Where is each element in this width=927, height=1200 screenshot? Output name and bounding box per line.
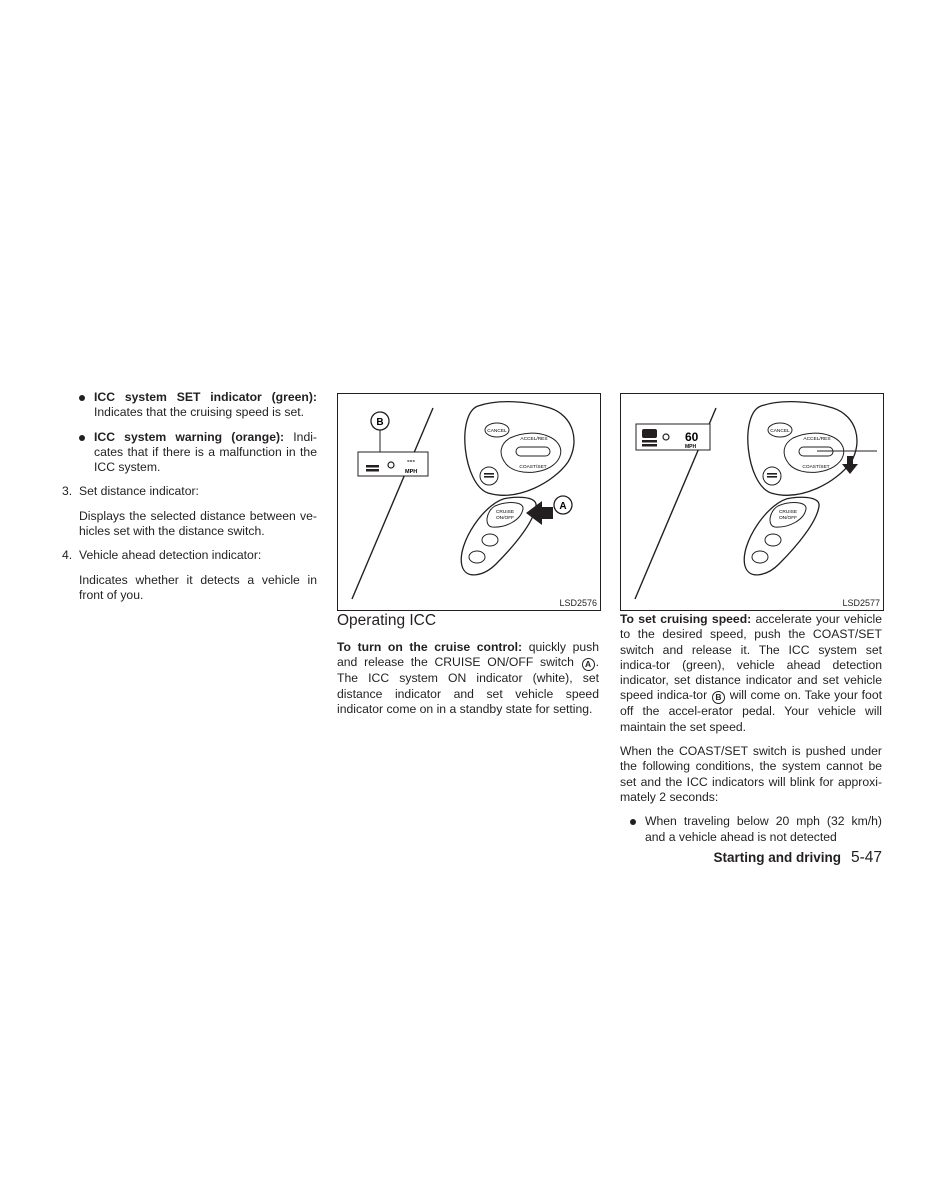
right-column <box>620 612 882 854</box>
figure-lsd2577 <box>620 393 884 611</box>
btn-cancel-label: CANCEL <box>487 429 507 434</box>
middle-column <box>337 612 599 726</box>
item-4 <box>62 548 317 563</box>
btn-coast-label: COAST/SET <box>519 465 547 470</box>
item-3 <box>62 484 317 499</box>
item-number: 4. <box>62 548 73 563</box>
bullet-text: Indi-cates that if there is a malfunction in the ICC system. <box>94 429 317 475</box>
paragraph-lead: To set cruising speed: <box>620 612 752 626</box>
page-number: 5-47 <box>850 849 882 866</box>
btn-cruise-label-2: ON/OFF <box>495 516 515 521</box>
callout-a-label: A <box>559 501 567 512</box>
display-speed: 60 <box>685 430 699 444</box>
btn-accel-label: ACCEL/RES <box>803 437 831 442</box>
display-mph: MPH <box>405 469 418 475</box>
bullet-dot <box>79 435 85 441</box>
section-heading: Operating ICC <box>337 612 437 629</box>
btn-accel-label: ACCEL/RES <box>520 437 548 442</box>
bullet-title: ICC system SET indicator (green): <box>94 390 317 404</box>
figure-lsd2576 <box>337 393 601 611</box>
bullet-text: When traveling below 20 mph (32 km/h) and a vehicle ahead is not detected <box>645 814 882 844</box>
btn-cruise-label-2: ON/OFF <box>778 516 798 521</box>
btn-cancel-label: CANCEL <box>770 429 790 434</box>
item-3-description: Displays the selected distance between ve-hicles set with the distance switch. <box>79 508 317 539</box>
btn-cruise-label-1: CRUISE <box>778 510 798 515</box>
bullet-text: Indicates that the cruising speed is set. <box>94 405 305 420</box>
btn-cruise-label-1: CRUISE <box>495 510 515 515</box>
display-mph: MPH <box>685 444 697 450</box>
section-name: Starting and driving <box>713 850 841 865</box>
btn-coast-label: COAST/SET <box>802 465 830 470</box>
paragraph-conditions: When the COAST/SET switch is pushed under the following conditions, the system cannot be set and the ICC indicators will blink for approxi-mately 2 seconds: <box>620 744 882 804</box>
left-column <box>62 390 317 612</box>
figure-code: LSD2576 <box>559 598 597 608</box>
bullet-dot <box>79 395 85 401</box>
bullet-set-indicator <box>62 390 317 421</box>
page-footer <box>600 848 882 867</box>
paragraph-text: will come on. Take your foot off the accel-erator pedal. Your vehicle will maintain the set speed. <box>620 688 883 734</box>
paragraph-set-speed <box>620 612 882 735</box>
paragraph-turn-on <box>337 640 599 717</box>
callout-a-marker: A <box>582 658 595 671</box>
item-label: Set distance indicator: <box>79 484 199 499</box>
callout-b-label: B <box>376 417 384 428</box>
item-number: 3. <box>62 484 73 499</box>
callout-b-marker: B <box>712 691 725 704</box>
bullet-dot <box>630 819 636 825</box>
paragraph-text: . The ICC system ON indicator (white), set distance indicator and set vehicle speed indicator come on in a standby state for setting. <box>337 655 600 716</box>
bullet-warning <box>62 430 317 476</box>
set-speed-illustration <box>621 394 883 610</box>
paragraph-text: accelerate your vehicle to the desired speed, push the COAST/SET switch and release it. The ICC system set indica-tor (green), vehicle ahead detection indicator, set distance indicator and set vehicle speed indica-tor <box>620 612 882 703</box>
figure-code: LSD2577 <box>842 598 880 608</box>
bullet-title: ICC system warning (orange): <box>94 429 285 444</box>
item-label: Vehicle ahead detection indicator: <box>79 548 262 563</box>
bullet-condition <box>620 814 882 845</box>
cruise-switch-illustration <box>338 394 600 610</box>
display-dashes: --- <box>407 456 415 465</box>
item-4-description: Indicates whether it detects a vehicle in front of you. <box>79 572 317 602</box>
paragraph-text: quickly push and release the CRUISE ON/OFF switch <box>337 640 599 670</box>
paragraph-lead: To turn on the cruise control: <box>337 640 523 654</box>
